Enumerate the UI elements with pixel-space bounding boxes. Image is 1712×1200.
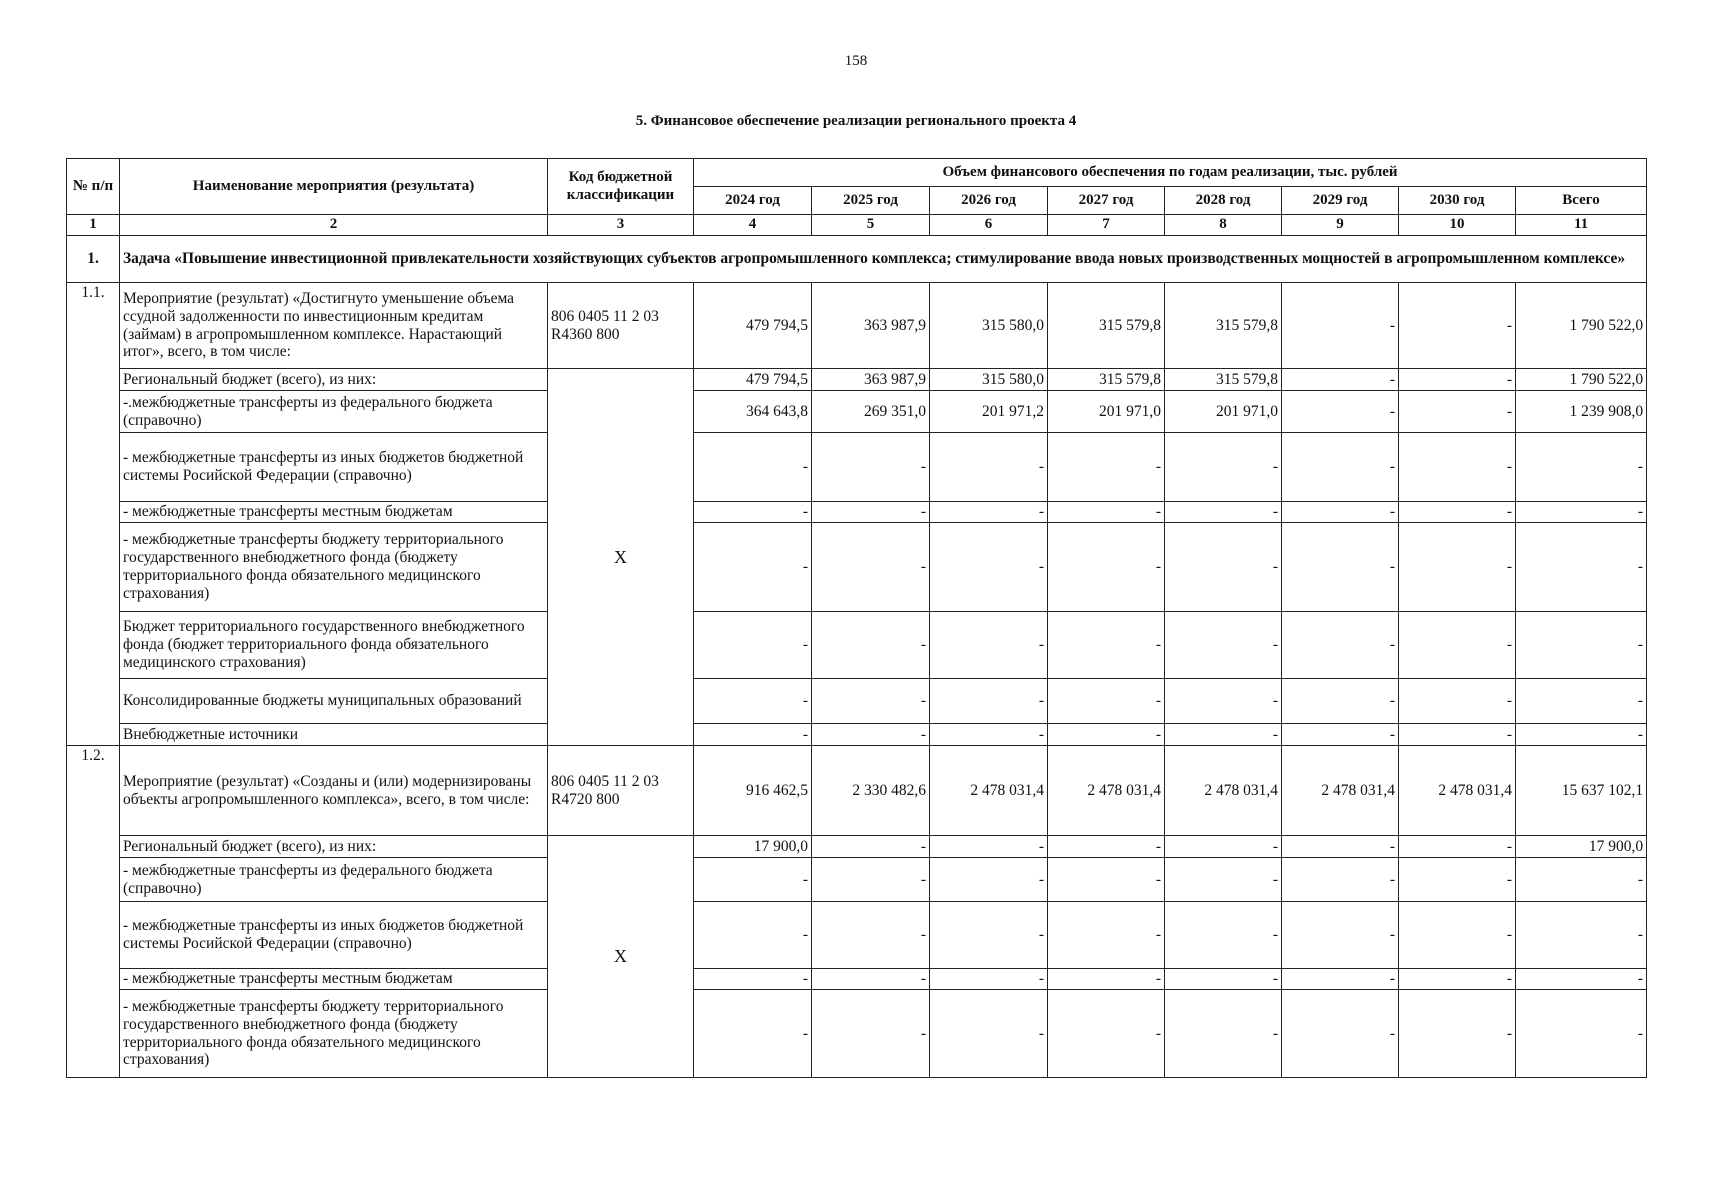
header-year: 2027 год xyxy=(1048,187,1165,215)
value-cell: - xyxy=(1282,969,1399,990)
value-cell: - xyxy=(694,902,812,969)
value-cell: - xyxy=(930,679,1048,724)
value-cell: - xyxy=(930,433,1048,502)
value-cell: 2 478 031,4 xyxy=(1399,746,1516,836)
value-cell: - xyxy=(1048,990,1165,1078)
sub-row-name: - межбюджетные трансферты из иных бюджетов бюджетной системы Росийской Федерации (справочно) xyxy=(120,902,548,969)
value-cell: - xyxy=(1282,612,1399,679)
total-cell: - xyxy=(1516,969,1647,990)
total-cell: 1 790 522,0 xyxy=(1516,283,1647,369)
value-cell: - xyxy=(1399,391,1516,433)
header-code: Код бюджетной классификации xyxy=(548,159,694,215)
value-cell: - xyxy=(930,836,1048,858)
header-year: 2028 год xyxy=(1165,187,1282,215)
value-cell: - xyxy=(1282,858,1399,902)
value-cell: - xyxy=(1282,283,1399,369)
measure-name: Мероприятие (результат) «Достигнуто уменьшение объема ссудной задолженности по инвестиционным кредитам (займам) в агропромышленном комплексе. Нарастающий итог», всего, в том числе: xyxy=(120,283,548,369)
value-cell: - xyxy=(1165,433,1282,502)
value-cell: 363 987,9 xyxy=(812,369,930,391)
value-cell: 2 330 482,6 xyxy=(812,746,930,836)
value-cell: - xyxy=(1282,836,1399,858)
sub-row-name: Внебюджетные источники xyxy=(120,724,548,746)
x-mark: Х xyxy=(548,836,694,1078)
value-cell: 2 478 031,4 xyxy=(1048,746,1165,836)
value-cell: - xyxy=(1165,902,1282,969)
value-cell: - xyxy=(812,523,930,612)
value-cell: - xyxy=(1282,369,1399,391)
value-cell: 315 580,0 xyxy=(930,283,1048,369)
value-cell: - xyxy=(694,969,812,990)
total-cell: - xyxy=(1516,724,1647,746)
value-cell: - xyxy=(694,724,812,746)
value-cell: - xyxy=(812,836,930,858)
value-cell: - xyxy=(1165,836,1282,858)
value-cell: - xyxy=(1048,679,1165,724)
value-cell: - xyxy=(1282,433,1399,502)
value-cell: 364 643,8 xyxy=(694,391,812,433)
value-cell: - xyxy=(694,433,812,502)
value-cell: - xyxy=(1282,523,1399,612)
total-cell: - xyxy=(1516,902,1647,969)
value-cell: - xyxy=(694,679,812,724)
task-row xyxy=(67,236,1647,283)
value-cell: - xyxy=(1282,679,1399,724)
value-cell: - xyxy=(1399,902,1516,969)
value-cell: - xyxy=(1165,724,1282,746)
value-cell: - xyxy=(812,724,930,746)
sub-row-name: - межбюджетные трансферты бюджету территориального государственного внебюджетного фонда (бюджету территориального фонда обязательного медицинского страхования) xyxy=(120,523,548,612)
value-cell: - xyxy=(930,502,1048,523)
sub-row xyxy=(67,724,1647,746)
header-year: 2026 год xyxy=(930,187,1048,215)
page-number: 158 xyxy=(844,53,868,69)
value-cell: 269 351,0 xyxy=(812,391,930,433)
sub-row-name: - межбюджетные трансферты из федерального бюджета (справочно) xyxy=(120,858,548,902)
value-cell: - xyxy=(694,990,812,1078)
value-cell: - xyxy=(694,502,812,523)
value-cell: - xyxy=(1048,902,1165,969)
value-cell: - xyxy=(812,502,930,523)
value-cell: - xyxy=(1282,502,1399,523)
value-cell: - xyxy=(930,724,1048,746)
sub-row xyxy=(67,391,1647,433)
header-year: 2030 год xyxy=(1399,187,1516,215)
column-numbers-row xyxy=(67,215,1647,236)
financing-table xyxy=(66,158,1647,1078)
value-cell: - xyxy=(1048,502,1165,523)
value-cell: - xyxy=(1399,679,1516,724)
sub-row-name: Бюджет территориального государственного внебюджетного фонда (бюджет территориального фонда обязательного медицинского страхования) xyxy=(120,612,548,679)
value-cell: - xyxy=(930,523,1048,612)
sub-row xyxy=(67,969,1647,990)
sub-row xyxy=(67,679,1647,724)
sub-row-name: - межбюджетные трансферты местным бюджетам xyxy=(120,969,548,990)
header-no: № п/п xyxy=(67,159,120,215)
value-cell: - xyxy=(1048,969,1165,990)
value-cell: - xyxy=(1165,523,1282,612)
value-cell: 479 794,5 xyxy=(694,283,812,369)
total-cell: 1 790 522,0 xyxy=(1516,369,1647,391)
value-cell: - xyxy=(1048,433,1165,502)
column-number: 10 xyxy=(1399,215,1516,236)
value-cell: - xyxy=(1399,283,1516,369)
value-cell: 2 478 031,4 xyxy=(930,746,1048,836)
value-cell: - xyxy=(1165,990,1282,1078)
total-cell: 17 900,0 xyxy=(1516,836,1647,858)
value-cell: 315 579,8 xyxy=(1165,283,1282,369)
value-cell: - xyxy=(1048,724,1165,746)
column-number: 2 xyxy=(120,215,548,236)
value-cell: - xyxy=(1399,724,1516,746)
value-cell: - xyxy=(1399,969,1516,990)
column-number: 5 xyxy=(812,215,930,236)
value-cell: 479 794,5 xyxy=(694,369,812,391)
value-cell: - xyxy=(1165,858,1282,902)
value-cell: 315 580,0 xyxy=(930,369,1048,391)
value-cell: - xyxy=(1399,502,1516,523)
measure-row xyxy=(67,746,1647,836)
value-cell: - xyxy=(812,902,930,969)
value-cell: 2 478 031,4 xyxy=(1165,746,1282,836)
value-cell: - xyxy=(1048,523,1165,612)
value-cell: - xyxy=(694,612,812,679)
measure-row xyxy=(67,283,1647,369)
value-cell: - xyxy=(694,523,812,612)
value-cell: - xyxy=(1399,858,1516,902)
value-cell: - xyxy=(812,990,930,1078)
budget-code: 806 0405 11 2 03 R4720 800 xyxy=(548,746,694,836)
task-text: Задача «Повышение инвестиционной привлекательности хозяйствующих субъектов агропромышленного комплекса; стимулирование ввода новых производственных мощностей в агропромышленном комплексе» xyxy=(120,236,1647,283)
value-cell: - xyxy=(1165,969,1282,990)
value-cell: 916 462,5 xyxy=(694,746,812,836)
measure-number: 1.2. xyxy=(67,746,120,1078)
column-number: 11 xyxy=(1516,215,1647,236)
value-cell: - xyxy=(930,990,1048,1078)
total-cell: - xyxy=(1516,679,1647,724)
value-cell: - xyxy=(812,679,930,724)
header-year: 2025 год xyxy=(812,187,930,215)
total-cell: - xyxy=(1516,612,1647,679)
value-cell: - xyxy=(930,902,1048,969)
value-cell: - xyxy=(812,858,930,902)
value-cell: - xyxy=(1048,612,1165,679)
header-volume: Объем финансового обеспечения по годам реализации, тыс. рублей xyxy=(694,159,1647,187)
total-cell: - xyxy=(1516,523,1647,612)
sub-row-name: Региональный бюджет (всего), из них: xyxy=(120,369,548,391)
sub-row-name: Консолидированные бюджеты муниципальных образований xyxy=(120,679,548,724)
value-cell: - xyxy=(1399,612,1516,679)
value-cell: - xyxy=(812,612,930,679)
value-cell: - xyxy=(1399,433,1516,502)
x-mark: Х xyxy=(548,369,694,746)
value-cell: - xyxy=(1399,523,1516,612)
header-row xyxy=(67,159,1647,187)
value-cell: - xyxy=(1048,858,1165,902)
total-cell: - xyxy=(1516,502,1647,523)
sub-row-name: - межбюджетные трансферты бюджету территориального государственного внебюджетного фонда (бюджету территориального фонда обязательного медицинского страхования) xyxy=(120,990,548,1078)
column-number: 9 xyxy=(1282,215,1399,236)
sub-row-name: - межбюджетные трансферты из иных бюджетов бюджетной системы Росийской Федерации (справочно) xyxy=(120,433,548,502)
header-year: 2029 год xyxy=(1282,187,1399,215)
budget-code: 806 0405 11 2 03 R4360 800 xyxy=(548,283,694,369)
value-cell: - xyxy=(1399,990,1516,1078)
value-cell: - xyxy=(1282,990,1399,1078)
value-cell: - xyxy=(1165,612,1282,679)
value-cell: - xyxy=(1282,724,1399,746)
value-cell: 201 971,0 xyxy=(1165,391,1282,433)
sub-row xyxy=(67,858,1647,902)
value-cell: - xyxy=(812,969,930,990)
sub-row xyxy=(67,990,1647,1078)
sub-row xyxy=(67,369,1647,391)
value-cell: - xyxy=(1165,502,1282,523)
value-cell: - xyxy=(930,858,1048,902)
value-cell: - xyxy=(1165,679,1282,724)
value-cell: - xyxy=(694,858,812,902)
total-cell: 15 637 102,1 xyxy=(1516,746,1647,836)
sub-row xyxy=(67,612,1647,679)
measure-name: Мероприятие (результат) «Созданы и (или) модернизированы объекты агропромышленного комплекса», всего, в том числе: xyxy=(120,746,548,836)
header-total: Всего xyxy=(1516,187,1647,215)
value-cell: 201 971,0 xyxy=(1048,391,1165,433)
sub-row xyxy=(67,523,1647,612)
sub-row xyxy=(67,836,1647,858)
total-cell: - xyxy=(1516,433,1647,502)
column-number: 7 xyxy=(1048,215,1165,236)
total-cell: 1 239 908,0 xyxy=(1516,391,1647,433)
sub-row xyxy=(67,433,1647,502)
value-cell: - xyxy=(1282,391,1399,433)
column-number: 6 xyxy=(930,215,1048,236)
column-number: 4 xyxy=(694,215,812,236)
column-number: 3 xyxy=(548,215,694,236)
value-cell: - xyxy=(1048,836,1165,858)
column-number: 8 xyxy=(1165,215,1282,236)
sub-row-name: -.межбюджетные трансферты из федерального бюджета (справочно) xyxy=(120,391,548,433)
task-number: 1. xyxy=(67,236,120,283)
value-cell: 201 971,2 xyxy=(930,391,1048,433)
value-cell: - xyxy=(930,969,1048,990)
value-cell: 2 478 031,4 xyxy=(1282,746,1399,836)
total-cell: - xyxy=(1516,858,1647,902)
sub-row xyxy=(67,902,1647,969)
value-cell: 17 900,0 xyxy=(694,836,812,858)
sub-row-name: Региональный бюджет (всего), из них: xyxy=(120,836,548,858)
measure-number: 1.1. xyxy=(67,283,120,746)
value-cell: - xyxy=(1399,836,1516,858)
sub-row-name: - межбюджетные трансферты местным бюджетам xyxy=(120,502,548,523)
value-cell: 363 987,9 xyxy=(812,283,930,369)
value-cell: - xyxy=(1399,369,1516,391)
header-name: Наименование мероприятия (результата) xyxy=(120,159,548,215)
value-cell: - xyxy=(812,433,930,502)
section-title: 5. Финансовое обеспечение реализации регионального проекта 4 xyxy=(635,113,1077,129)
value-cell: 315 579,8 xyxy=(1165,369,1282,391)
header-year: 2024 год xyxy=(694,187,812,215)
value-cell: - xyxy=(1282,902,1399,969)
total-cell: - xyxy=(1516,990,1647,1078)
value-cell: - xyxy=(930,612,1048,679)
column-number: 1 xyxy=(67,215,120,236)
value-cell: 315 579,8 xyxy=(1048,369,1165,391)
value-cell: 315 579,8 xyxy=(1048,283,1165,369)
sub-row xyxy=(67,502,1647,523)
